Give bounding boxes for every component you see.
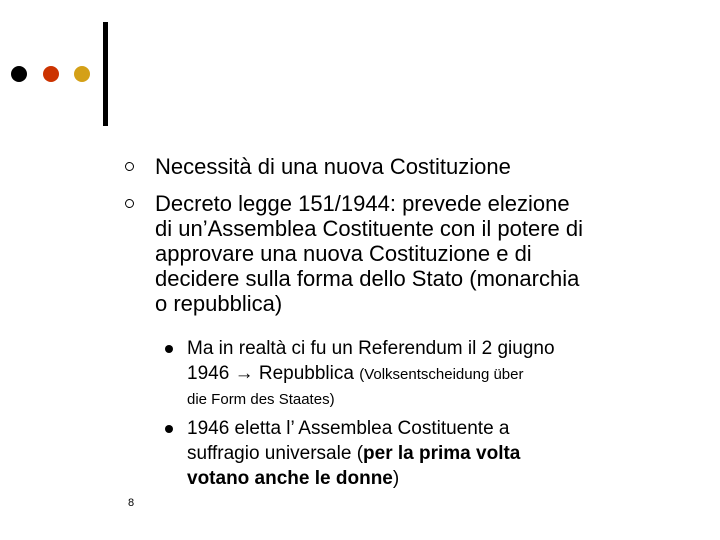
decorative-dot-gold bbox=[74, 66, 90, 82]
bullet-item-2-line: decidere sulla forma dello Stato (monarchia bbox=[155, 266, 580, 291]
bullet-item-2-line: approvare una nuova Costituzione e di bbox=[155, 241, 532, 266]
sub-bullet-icon bbox=[165, 345, 173, 353]
bullet-item-2-line: o repubblica) bbox=[155, 291, 283, 316]
bullet-item-2 bbox=[155, 191, 675, 316]
decorative-dot-red bbox=[43, 66, 59, 82]
bullet-item-1-text: Necessità di una nuova Costituzione bbox=[155, 154, 511, 179]
page-number: 8 bbox=[128, 497, 135, 509]
sub-bullet-2-line: 1946 eletta l’ Assemblea Costituente a bbox=[187, 418, 510, 439]
bullet-icon bbox=[125, 199, 134, 208]
bullet-item-1 bbox=[155, 154, 675, 179]
decorative-dot-black bbox=[11, 66, 27, 82]
sub-bullet-2-line: votano anche le donne) bbox=[187, 468, 400, 489]
bullet-item-2-line: Decreto legge 151/1944: prevede elezione bbox=[155, 191, 570, 216]
sub-bullet-item-1 bbox=[187, 336, 657, 412]
sub-bullet-1-line: Ma in realtà ci fu un Referendum il 2 giugno bbox=[187, 338, 555, 359]
sub-bullet-item-2 bbox=[187, 416, 657, 491]
sub-bullet-2-line: suffragio universale (per la prima volta bbox=[187, 443, 521, 464]
sub-bullet-1-line: 1946 → Repubblica (Volksentscheidung über bbox=[187, 363, 524, 384]
bullet-icon bbox=[125, 162, 134, 171]
right-arrow-icon: → bbox=[234, 363, 254, 384]
sub-bullet-1-line: die Form des Staates) bbox=[187, 391, 335, 408]
bullet-item-2-line: di un’Assemblea Costituente con il potere di bbox=[155, 216, 584, 241]
title-divider-line bbox=[103, 22, 108, 126]
sub-bullet-icon bbox=[165, 425, 173, 433]
